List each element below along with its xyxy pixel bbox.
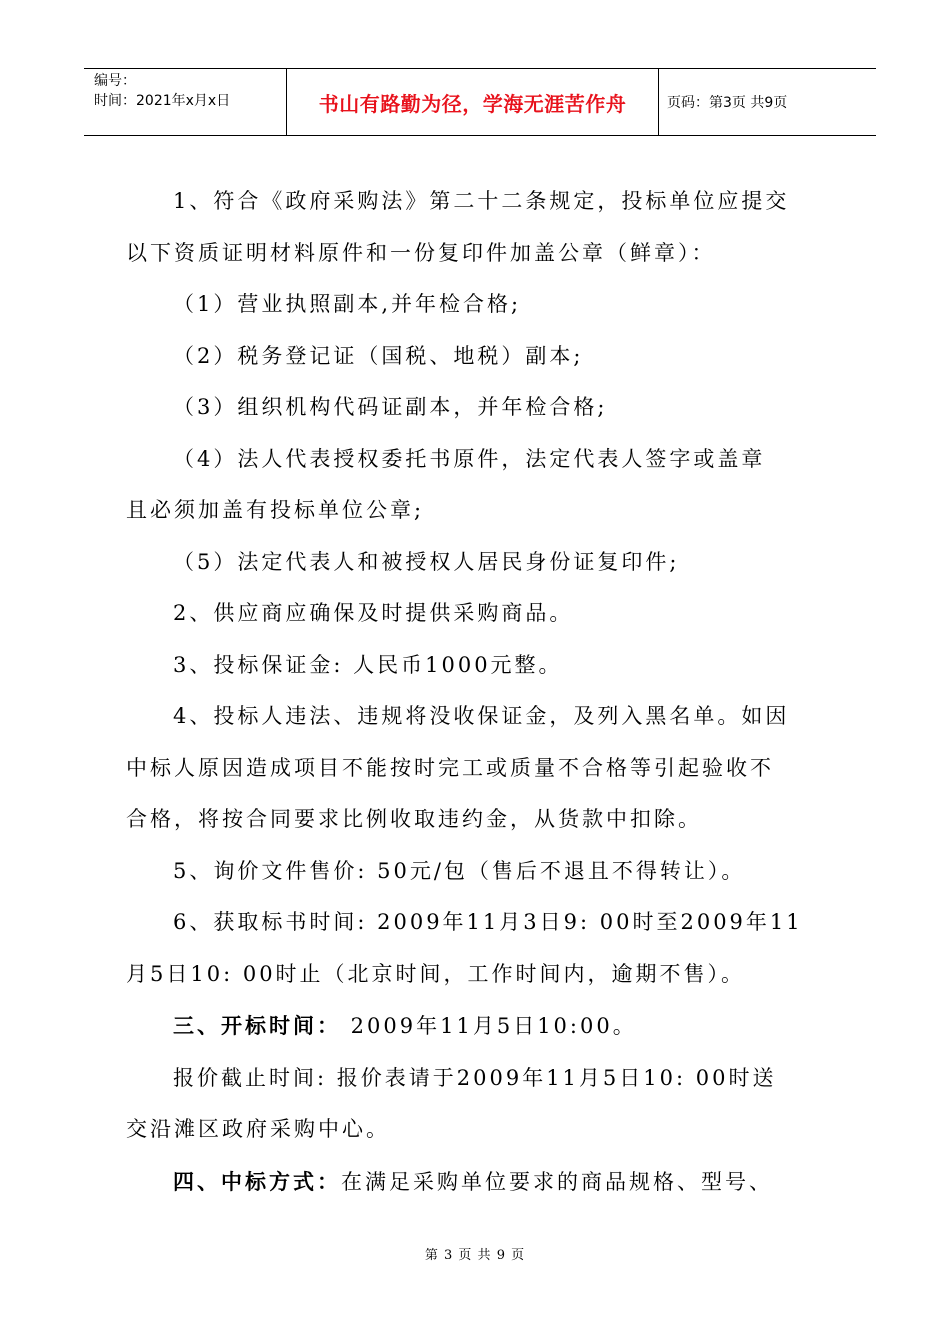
line-text: （1）营业执照副本,并年检合格; — [173, 292, 522, 316]
line-text: 合格，将按合同要求比例收取违约金，从货款中扣除。 — [126, 807, 702, 831]
line-text: 以下资质证明材料原件和一份复印件加盖公章（鲜章）： — [126, 240, 716, 265]
paragraph-line — [126, 743, 836, 795]
paragraph-line — [126, 897, 836, 949]
paragraph-line — [126, 846, 836, 898]
section-heading: 三、开标时间： — [173, 1013, 341, 1038]
page-header — [84, 68, 876, 136]
line-text: 6、获取标书时间: 2009年11月3日9: 00时至2009年11 — [173, 910, 803, 934]
header-page-info: 页码：第3页 共9页 — [667, 95, 788, 111]
page-footer: 第 3 页 共 9 页 — [424, 1248, 526, 1263]
line-text: 交沿滩区政府采购中心。 — [126, 1117, 390, 1141]
paragraph-line — [126, 1156, 836, 1209]
paragraph-line — [126, 640, 836, 692]
paragraph-line — [126, 1053, 836, 1105]
line-text: （4）法人代表授权委托书原件，法定代表人签字或盖章 — [173, 446, 766, 471]
number-label: 编号： — [94, 73, 136, 89]
line-text: 1、符合《政府采购法》第二十二条规定，投标单位应提交 — [173, 189, 790, 213]
paragraph-line — [126, 794, 836, 846]
line-text: 月5日10: 00时止（北京时间，工作时间内，逾期不售）。 — [126, 961, 746, 986]
line-text: 中标人原因造成项目不能按时完工或质量不合格等引起验收不 — [126, 755, 774, 780]
paragraph-line — [126, 485, 836, 537]
line-text: （3）组织机构代码证副本，并年检合格; — [173, 395, 608, 419]
time-label: 时间：2021年x月x日 — [94, 93, 231, 109]
line-text: （5）法定代表人和被授权人居民身份证复印件; — [173, 549, 680, 574]
paragraph-line — [126, 691, 836, 743]
paragraph-line — [126, 1104, 836, 1156]
line-text: 在满足采购单位要求的商品规格、型号、 — [341, 1169, 773, 1194]
line-text: 2、供应商应确保及时提供采购商品。 — [173, 601, 574, 625]
line-text: 报价截止时间: 报价表请于2009年11月5日10: 00时送 — [173, 1065, 777, 1090]
paragraph-line — [126, 279, 836, 331]
header-motto: 书山有路勤为径，学海无涯苦作舟 — [287, 69, 659, 135]
line-text: （2）税务登记证（国税、地税）副本; — [173, 343, 584, 368]
document-body — [126, 176, 836, 1208]
header-meta — [84, 69, 287, 135]
line-text: 且必须加盖有投标单位公章; — [126, 498, 425, 522]
paragraph-line — [126, 228, 836, 280]
line-text: 4、投标人违法、违规将没收保证金，及列入黑名单。如因 — [173, 704, 790, 728]
line-text: 2009年11月5日10:00。 — [341, 1014, 637, 1038]
line-text: 3、投标保证金: 人民币1000元整。 — [173, 652, 563, 677]
paragraph-line — [126, 382, 836, 434]
paragraph-line — [126, 537, 836, 589]
section-heading: 四、中标方式： — [173, 1168, 341, 1194]
paragraph-line — [126, 1000, 836, 1053]
paragraph-line — [126, 434, 836, 486]
paragraph-line — [126, 588, 836, 640]
paragraph-line — [126, 331, 836, 383]
line-text: 5、询价文件售价: 50元/包（售后不退且不得转让）。 — [173, 858, 746, 883]
paragraph-line — [126, 949, 836, 1001]
paragraph-line — [126, 176, 836, 228]
